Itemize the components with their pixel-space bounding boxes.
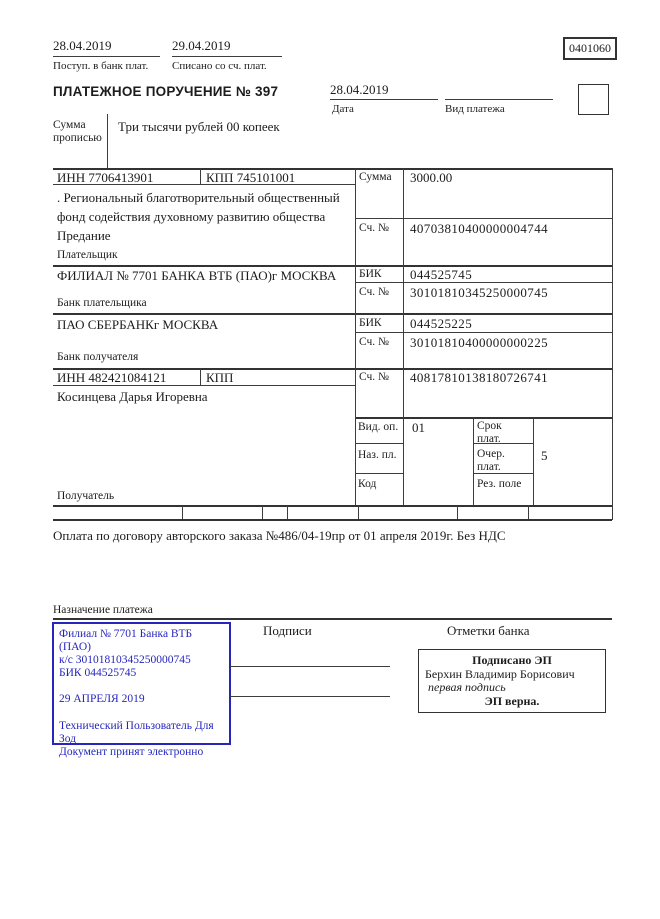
stamp-accepted-note: Документ принят электронно: [59, 746, 204, 758]
payer-bank-bik-label: БИК: [359, 268, 382, 280]
debited-date-underline: [172, 56, 282, 57]
esig-verified: ЭП верна.: [484, 693, 540, 708]
table-border: [53, 313, 612, 315]
debited-date: 29.04.2019: [172, 38, 231, 53]
table-border: [473, 417, 474, 505]
payer-bank-bik-value: 044525745: [410, 267, 473, 282]
beneficiary-bank-bik-value: 044525225: [410, 316, 473, 331]
beneficiary-account-value: 40817810138180726741: [410, 370, 548, 385]
esig-note: первая подпись: [428, 680, 506, 694]
sum-value: 3000.00: [410, 170, 453, 185]
form-code-box: 0401060: [563, 37, 617, 60]
payer-inn: ИНН 7706413901: [57, 170, 154, 185]
stamp-corr-account: к/с 30101810345250000745: [59, 654, 191, 666]
beneficiary-bank-account-label: Сч. №: [359, 336, 390, 348]
stamp-user: Технический Пользователь Для Зод: [59, 720, 214, 745]
received-in-bank-date: 28.04.2019: [53, 38, 112, 53]
date-underline: [330, 99, 438, 100]
purpose-text: Оплата по договору авторского заказа №486/04-19пр от 01 апреля 2019г. Без НДС: [53, 528, 506, 543]
document-title: ПЛАТЕЖНОЕ ПОРУЧЕНИЕ № 397: [53, 84, 279, 99]
payment-kind-checkbox: [578, 84, 609, 115]
amount-words-divider: [107, 114, 108, 168]
beneficiary-name: Косинцева Дарья Игоревна: [57, 389, 208, 404]
bank-marks-label: Отметки банка: [447, 623, 530, 638]
payer-bank-account-value: 30101810345250000745: [410, 285, 548, 300]
sum-label: Сумма: [359, 171, 392, 183]
op-kind-value: 01: [412, 420, 425, 435]
payer-kpp: КПП 745101001: [206, 170, 296, 185]
debited-label: Списано со сч. плат.: [172, 60, 267, 72]
table-border: [355, 282, 612, 283]
payer-bank-name: ФИЛИАЛ № 7701 БАНКА ВТБ (ПАО)г МОСКВА: [57, 268, 337, 283]
table-border: [612, 168, 613, 520]
table-border: [200, 368, 201, 385]
table-border: [403, 168, 404, 505]
table-border: [355, 332, 612, 333]
table-border: [53, 385, 355, 386]
payment-term-label: Срок плат.: [477, 420, 502, 445]
signature-line-2: [230, 696, 390, 697]
payer-name: . Региональный благотворительный общественный фонд содействия духовному развитию общества Предание: [57, 190, 340, 243]
beneficiary-bank-name: ПАО СБЕРБАНКг МОСКВА: [57, 317, 219, 332]
amount-words-value: Три тысячи рублей 00 копеек: [118, 119, 280, 134]
date-label: Дата: [332, 103, 354, 115]
purpose-underline: [53, 618, 612, 620]
esignature-box: [418, 649, 606, 713]
table-border: [200, 168, 201, 184]
signature-line-1: [230, 666, 390, 667]
signatures-label: Подписи: [263, 623, 312, 638]
esig-title: Подписано ЭП: [472, 653, 552, 667]
table-border: [355, 443, 403, 444]
reserve-field-label: Рез. поле: [477, 478, 522, 490]
table-border: [53, 265, 612, 267]
beneficiary-kpp: КПП: [206, 370, 234, 385]
amount-words-label: Сумма прописью: [53, 119, 102, 144]
tax-field-divider: [182, 505, 183, 519]
beneficiary-bank-bik-label: БИК: [359, 317, 382, 329]
beneficiary-bank-label: Банк получателя: [57, 351, 139, 363]
stamp-date: 29 АПРЕЛЯ 2019: [59, 693, 145, 705]
payment-kind-underline: [445, 99, 553, 100]
table-border: [355, 473, 403, 474]
op-kind-label: Вид. оп.: [358, 421, 399, 433]
bank-electronic-stamp: [52, 622, 231, 758]
stamp-bik: БИК 044525745: [59, 667, 137, 679]
tax-field-divider: [287, 505, 288, 519]
beneficiary-label: Получатель: [57, 490, 115, 502]
payment-order-label: Очер. плат.: [477, 448, 505, 473]
tax-field-divider: [262, 505, 263, 519]
table-border: [355, 218, 612, 219]
payer-account-value: 40703810400000004744: [410, 221, 548, 236]
payer-bank-label: Банк плательщика: [57, 297, 147, 309]
payer-bank-account-label: Сч. №: [359, 286, 390, 298]
tax-field-divider: [358, 505, 359, 519]
tax-field-divider: [457, 505, 458, 519]
received-in-bank-label: Поступ. в банк плат.: [53, 60, 149, 72]
table-border: [533, 417, 534, 505]
table-border: [355, 417, 612, 419]
table-border: [53, 519, 612, 521]
beneficiary-bank-account-value: 30101810400000000225: [410, 335, 548, 350]
code-label: Код: [358, 478, 377, 490]
beneficiary-account-label: Сч. №: [359, 371, 390, 383]
beneficiary-inn: ИНН 482421084121: [57, 370, 167, 385]
payment-order-value: 5: [541, 448, 548, 463]
esig-signer-name: Берхин Владимир Борисович: [425, 666, 575, 681]
purpose-code-label: Наз. пл.: [358, 449, 397, 461]
tax-field-divider: [528, 505, 529, 519]
payer-label: Плательщик: [57, 249, 118, 261]
stamp-bank-name: Филиал № 7701 Банка ВТБ (ПАО): [59, 628, 193, 653]
received-date-underline: [53, 56, 160, 57]
payment-kind-label: Вид платежа: [445, 103, 505, 115]
document-date: 28.04.2019: [330, 82, 389, 97]
payer-account-label: Сч. №: [359, 222, 390, 234]
table-border: [355, 168, 356, 505]
purpose-label: Назначение платежа: [53, 604, 153, 616]
